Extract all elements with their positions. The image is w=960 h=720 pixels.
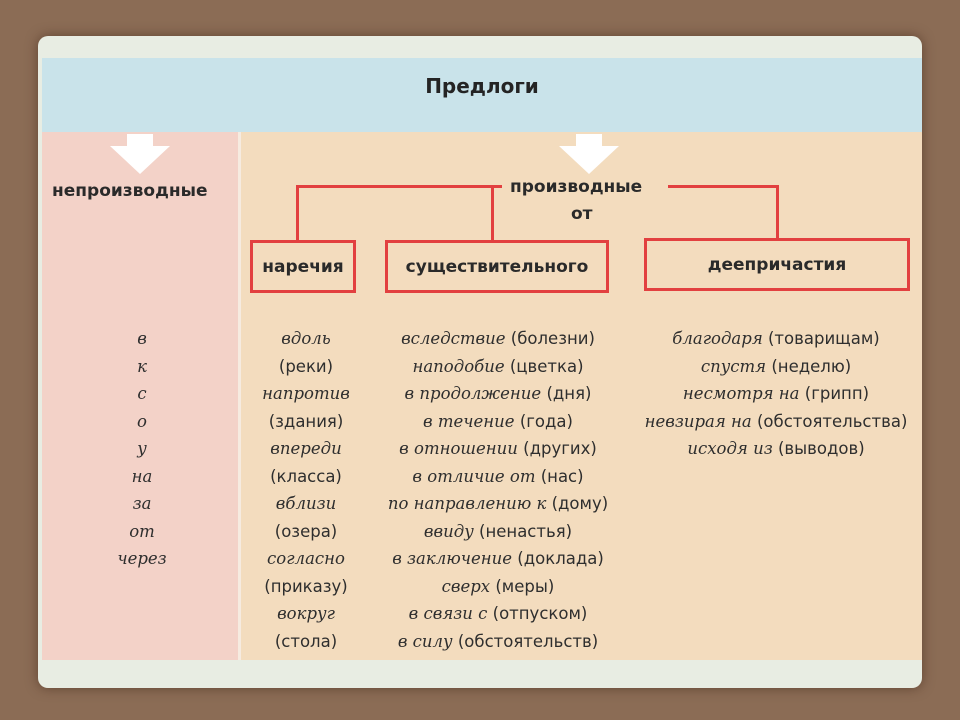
preposition-text: впереди xyxy=(270,439,342,458)
governed-word-text: (болезни) xyxy=(505,329,595,348)
preposition-text: по направлению к xyxy=(387,494,547,513)
preposition-text: в отличие от xyxy=(412,466,536,486)
preposition-text: наподобие xyxy=(412,356,505,376)
governed-word-text: (здания) xyxy=(268,411,344,431)
preposition-text: исходя из xyxy=(687,439,773,458)
connector-to-adverbs xyxy=(296,185,299,240)
preposition-text: в связи с xyxy=(408,604,488,623)
governed-word-text: (года) xyxy=(514,411,573,431)
adverb-item xyxy=(262,384,350,403)
preposition-text: в силу xyxy=(397,631,453,651)
nonderived-item xyxy=(132,467,153,486)
adverb-item xyxy=(275,522,337,541)
governed-word-text: (дому) xyxy=(546,494,609,513)
connector-right-horizontal xyxy=(668,185,778,188)
preposition-text: несмотря на xyxy=(682,384,800,403)
adverb-item xyxy=(281,329,330,348)
preposition-text: в заключение xyxy=(392,549,513,568)
noun-item xyxy=(424,522,572,541)
governed-word-text: (выводов) xyxy=(772,439,865,458)
connector-to-gerunds xyxy=(776,185,779,238)
noun-item xyxy=(392,549,604,568)
adverbs-box: наречия xyxy=(250,240,356,293)
down-arrow-left-icon xyxy=(110,146,170,174)
noun-item xyxy=(442,577,555,596)
panel-divider xyxy=(238,132,241,660)
preposition-text: напротив xyxy=(262,384,350,403)
nonderived-heading: непроизводные xyxy=(52,181,208,201)
governed-word-text: (обстоятельства) xyxy=(751,411,908,431)
adverb-item xyxy=(270,467,342,486)
arrow-stem-left xyxy=(127,134,153,146)
preposition-text: у xyxy=(137,439,147,458)
adverb-item xyxy=(275,632,337,651)
governed-word-text: (нас) xyxy=(535,466,584,486)
preposition-text: согласно xyxy=(267,549,345,568)
gerund-item xyxy=(701,357,851,376)
gerund-item xyxy=(672,329,879,348)
nonderived-item xyxy=(137,384,146,403)
preposition-text: вблизи xyxy=(275,494,337,513)
preposition-text: о xyxy=(137,411,147,431)
connector-left-horizontal xyxy=(296,185,502,188)
preposition-text: от xyxy=(129,521,155,541)
preposition-text: в xyxy=(137,329,147,348)
governed-word-text: (товарищам) xyxy=(762,329,880,348)
governed-word-text: (обстоятельств) xyxy=(452,631,599,651)
nonderived-item xyxy=(133,494,152,513)
nonderived-item xyxy=(117,549,166,568)
governed-word-text: (дня) xyxy=(541,384,592,403)
governed-word-text: (грипп) xyxy=(799,384,870,403)
preposition-text: через xyxy=(117,549,167,568)
gerunds-box: деепричастия xyxy=(644,238,910,291)
nonderived-item xyxy=(137,329,147,348)
derived-from-label: от xyxy=(571,204,593,224)
adverb-item xyxy=(269,412,344,431)
noun-item xyxy=(405,384,592,403)
page-title: Предлоги xyxy=(425,74,539,98)
noun-item xyxy=(399,439,597,458)
noun-item xyxy=(409,604,588,623)
preposition-text: сверх xyxy=(441,576,491,596)
noun-item xyxy=(398,632,598,651)
preposition-text: с xyxy=(137,384,147,403)
gerund-item xyxy=(687,439,864,458)
down-arrow-right-icon xyxy=(559,146,619,174)
preposition-text: невзирая на xyxy=(644,411,752,431)
adverb-item xyxy=(279,357,333,376)
gerund-item xyxy=(645,412,908,431)
adverb-item xyxy=(277,604,335,623)
connector-center-stem xyxy=(491,185,494,240)
noun-item xyxy=(412,357,583,376)
governed-word-text: (отпуском) xyxy=(487,604,588,623)
governed-word-text: (стола) xyxy=(274,631,338,651)
adverb-item xyxy=(270,439,341,458)
noun-item xyxy=(423,412,573,431)
preposition-text: в течение xyxy=(423,411,515,431)
governed-word-text: (других) xyxy=(517,439,597,458)
noun-item xyxy=(401,329,595,348)
arrow-stem-right xyxy=(576,134,602,146)
governed-word-text: (озера) xyxy=(274,521,338,541)
preposition-text: в отношении xyxy=(399,439,518,458)
adverb-item xyxy=(276,494,336,513)
governed-word-text: (цветка) xyxy=(504,356,584,376)
nonderived-item xyxy=(137,357,147,376)
preposition-text: благодаря xyxy=(672,329,763,348)
preposition-text: к xyxy=(137,356,147,376)
preposition-text: на xyxy=(131,466,153,486)
preposition-text: спустя xyxy=(700,356,767,376)
adverb-item xyxy=(264,577,347,596)
preposition-text: в продолжение xyxy=(404,384,542,403)
noun-item xyxy=(412,467,583,486)
governed-word-text: (ненастья) xyxy=(473,521,573,541)
noun-item xyxy=(388,494,608,513)
governed-word-text: (класса) xyxy=(270,466,342,486)
nouns-box: существительного xyxy=(385,240,609,293)
derived-heading: производные xyxy=(510,177,643,197)
governed-word-text: (реки) xyxy=(278,356,334,376)
governed-word-text: (меры) xyxy=(490,576,555,596)
governed-word-text: (неделю) xyxy=(766,356,852,376)
preposition-text: за xyxy=(132,494,152,513)
preposition-text: вследствие xyxy=(401,329,506,348)
governed-word-text: (доклада) xyxy=(512,549,604,568)
preposition-text: вокруг xyxy=(277,604,335,623)
preposition-text: вдоль xyxy=(281,329,331,348)
nonderived-item xyxy=(137,439,147,458)
governed-word-text: (приказу) xyxy=(264,576,348,596)
nonderived-item xyxy=(137,412,147,431)
preposition-text: ввиду xyxy=(423,521,474,541)
adverb-item xyxy=(267,549,345,568)
nonderived-item xyxy=(129,522,155,541)
gerund-item xyxy=(683,384,869,403)
